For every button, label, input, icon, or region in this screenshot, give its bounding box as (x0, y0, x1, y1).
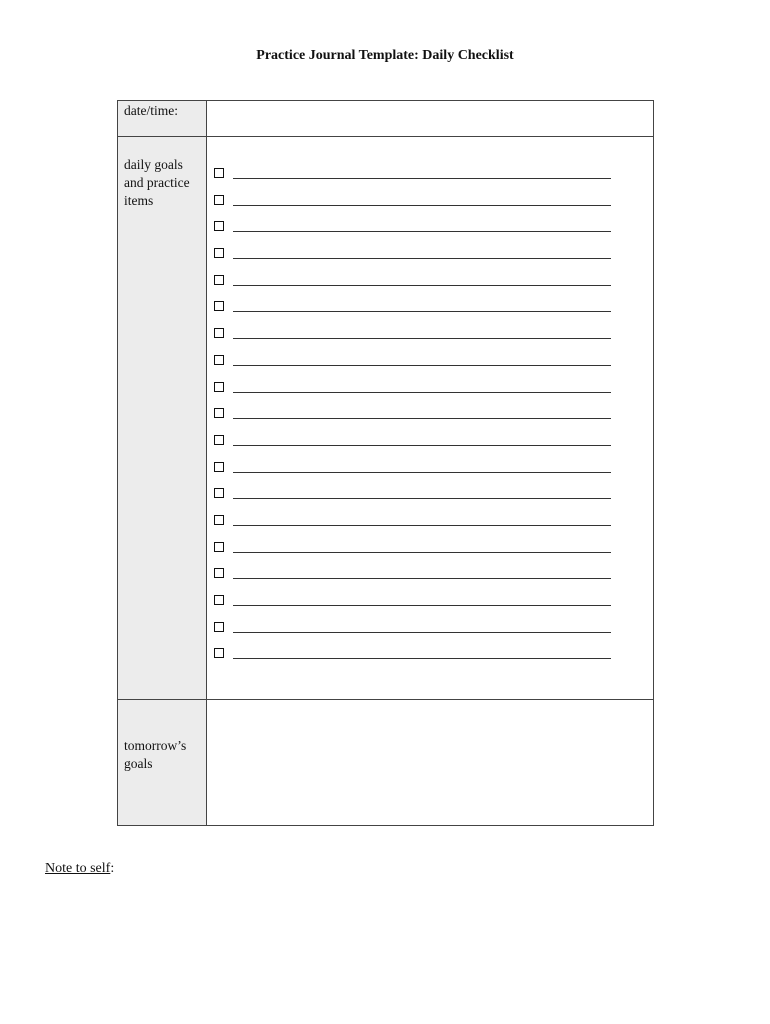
checkbox[interactable] (214, 248, 224, 258)
checkbox[interactable] (214, 168, 224, 178)
checklist-item (214, 407, 616, 434)
checkbox[interactable] (214, 275, 224, 285)
checkbox[interactable] (214, 462, 224, 472)
write-in-line[interactable] (233, 578, 611, 579)
checkbox[interactable] (214, 301, 224, 311)
checklist-item (214, 541, 616, 568)
checklist-item (214, 167, 616, 194)
checklist-item (214, 621, 616, 648)
checkbox[interactable] (214, 195, 224, 205)
write-in-line[interactable] (233, 205, 611, 206)
checkbox[interactable] (214, 382, 224, 392)
checklist-item (214, 327, 616, 354)
checklist-item (214, 381, 616, 408)
write-in-line[interactable] (233, 658, 611, 659)
write-in-line[interactable] (233, 418, 611, 419)
tomorrows-goals-field[interactable] (208, 700, 653, 825)
checklist-item (214, 434, 616, 461)
journal-form (117, 100, 654, 826)
write-in-line[interactable] (233, 392, 611, 393)
write-in-line[interactable] (233, 525, 611, 526)
page-title: Practice Journal Template: Daily Checklist (256, 48, 514, 63)
note-to-self (45, 861, 114, 877)
checklist-item (214, 514, 616, 541)
write-in-line[interactable] (233, 445, 611, 446)
checklist-item (214, 487, 616, 514)
write-in-line[interactable] (233, 178, 611, 179)
checklist-item (214, 220, 616, 247)
checklist-item (214, 354, 616, 381)
checklist-item (214, 274, 616, 301)
checkbox[interactable] (214, 355, 224, 365)
checkbox[interactable] (214, 328, 224, 338)
note-to-self-label: Note to self (45, 861, 111, 876)
checkbox[interactable] (214, 435, 224, 445)
write-in-line[interactable] (233, 632, 611, 633)
write-in-line[interactable] (233, 605, 611, 606)
write-in-line[interactable] (233, 365, 611, 366)
checklist-item (214, 300, 616, 327)
checkbox[interactable] (214, 568, 224, 578)
checkbox[interactable] (214, 408, 224, 418)
checklist-item (214, 594, 616, 621)
write-in-line[interactable] (233, 498, 611, 499)
checklist-item (214, 461, 616, 488)
checklist-item (214, 647, 616, 674)
checkbox[interactable] (214, 648, 224, 658)
write-in-line[interactable] (233, 472, 611, 473)
row-divider (118, 136, 653, 137)
checkbox[interactable] (214, 221, 224, 231)
checkbox[interactable] (214, 515, 224, 525)
checklist (214, 167, 616, 674)
checklist-item (214, 194, 616, 221)
write-in-line[interactable] (233, 231, 611, 232)
date-time-field[interactable] (208, 101, 653, 136)
date-time-label: date/time: (124, 103, 178, 118)
write-in-line[interactable] (233, 258, 611, 259)
checklist-item (214, 567, 616, 594)
checkbox[interactable] (214, 542, 224, 552)
write-in-line[interactable] (233, 285, 611, 286)
checkbox[interactable] (214, 622, 224, 632)
write-in-line[interactable] (233, 311, 611, 312)
write-in-line[interactable] (233, 338, 611, 339)
daily-goals-label: daily goals and practice items (124, 157, 190, 208)
checklist-item (214, 247, 616, 274)
note-colon: : (110, 861, 115, 876)
checkbox[interactable] (214, 595, 224, 605)
checkbox[interactable] (214, 488, 224, 498)
tomorrows-goals-label: tomorrow’s goals (124, 738, 187, 771)
write-in-line[interactable] (233, 552, 611, 553)
